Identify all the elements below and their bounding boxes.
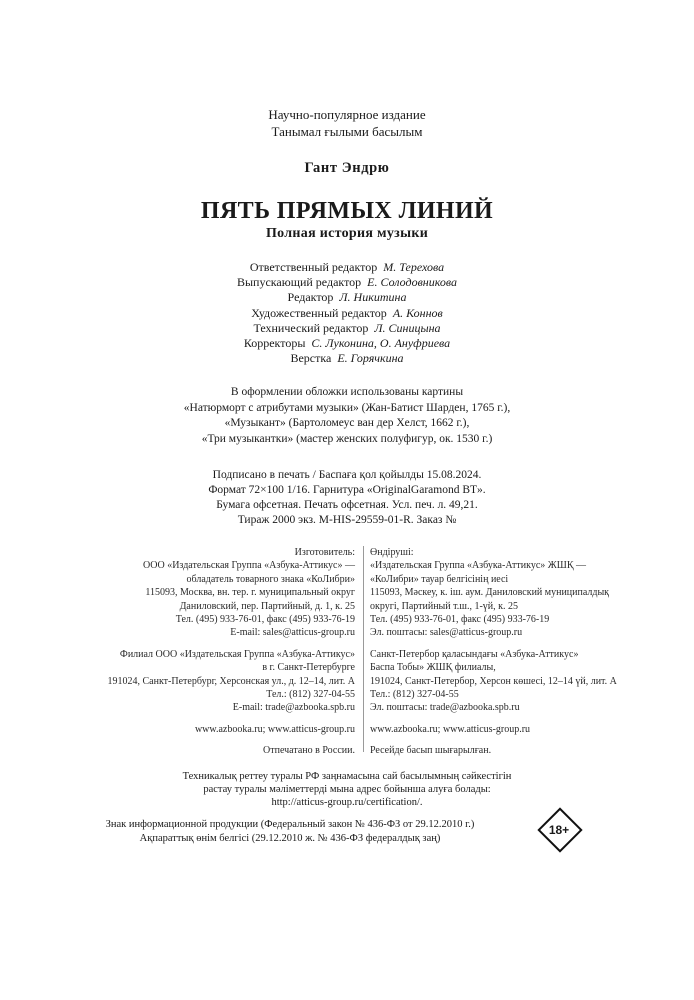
print-details — [0, 468, 694, 528]
publisher-kz-line: округі, Партийный т.ш., 1-үй, к. 25 — [370, 600, 518, 612]
publisher-ru-line: Тел.: (812) 327-04-55 — [266, 689, 355, 701]
staff-name: Л. Синицына — [374, 320, 441, 335]
staff-name: С. Луконина, О. Ануфриева — [311, 336, 451, 351]
publisher-ru-group — [0, 546, 355, 640]
publisher-ru-line: Даниловский, пер. Партийный, д. 1, к. 25 — [179, 600, 355, 612]
certification-line: растау туралы мәліметтерді мына адрес бойынша алуға болады: — [203, 784, 491, 796]
publisher-kz-line: www.azbooka.ru; www.atticus-group.ru — [370, 723, 531, 735]
publisher-kz-line: «Издательская Группа «Азбука-Аттикус» ЖШҚ — — [370, 560, 587, 572]
publisher-kz-line: Өндіруші: — [370, 547, 414, 558]
publisher-kz-line: Тел.: (812) 327-04-55 — [370, 689, 459, 701]
staff-role: Ответственный редактор — [249, 260, 378, 274]
print-detail-line: Бумага офсетная. Печать офсетная. Усл. печ. л. 49,21. — [216, 499, 478, 511]
publisher-kz-line: 115093, Мәскеу, к. іш. аум. Даниловский муниципалдық — [370, 587, 610, 599]
publisher-ru-line: E-mail: sales@atticus-group.ru — [230, 627, 355, 639]
column-divider — [363, 546, 364, 752]
staff-row — [0, 336, 694, 351]
print-detail-line: Подписано в печать / Баспаға қол қойылды 15.08.2024. — [212, 469, 482, 481]
staff-role: Художественный редактор — [251, 305, 387, 320]
publisher-kz-line: Эл. поштасы: trade@azbooka.spb.ru — [370, 702, 520, 714]
cover-credit-line: «Три музыкантки» (мастер женских полуфигур, ок. 1530 г.) — [201, 432, 493, 445]
cover-credit-line: «Натюрморт с атрибутами музыки» (Жан-Батист Шарден, 1765 г.), — [183, 401, 511, 414]
age-rating-text — [60, 818, 520, 845]
staff-row — [0, 306, 694, 321]
publisher-ru-line: Изготовитель: — [294, 547, 355, 558]
edition-type-kz: Танымал ғылыми басылым — [271, 124, 423, 139]
publisher-kz-group — [370, 744, 690, 757]
publisher-kz-group — [370, 648, 690, 715]
editorial-staff — [0, 260, 694, 366]
publisher-kz-line: Баспа Тобы» ЖШҚ филиалы, — [370, 662, 496, 674]
publisher-info-kz — [370, 546, 690, 766]
publisher-ru-line: Отпечатано в России. — [263, 745, 355, 757]
publisher-kz-line: Тел. (495) 933-76-01, факс (495) 933-76-19 — [370, 614, 550, 626]
publisher-ru-line: Филиал ООО «Издательская Группа «Азбука-Аттикус» — [119, 648, 355, 660]
staff-role: Верстка — [290, 351, 332, 366]
cover-credit-line: «Музыкант» (Бартоломеус ван дер Хелст, 1662 г.), — [224, 417, 470, 429]
staff-role: Редактор — [287, 290, 334, 305]
publisher-ru-line: 191024, Санкт-Петербург, Херсонская ул., д. 12–14, лит. А — [107, 675, 355, 687]
publisher-kz-line: «КоЛибри» тауар белгісінің иесі — [370, 573, 509, 585]
publisher-info-ru — [0, 546, 355, 766]
publisher-ru-group — [0, 744, 355, 757]
publisher-ru-line: в г. Санкт-Петербурге — [262, 662, 355, 674]
publisher-kz-group — [370, 723, 690, 736]
book-title: ПЯТЬ ПРЯМЫХ ЛИНИЙ — [200, 198, 494, 224]
publisher-kz-line: Санкт-Петербор қаласындағы «Азбука-Аттикус» — [370, 648, 579, 660]
author-name: Гант Эндрю — [304, 160, 390, 176]
publisher-kz-line: 191024, Санкт-Петербор, Херсон көшесі, 12–14 үй, лит. А — [370, 675, 617, 687]
certification-note — [0, 770, 694, 810]
cover-credits — [0, 385, 694, 447]
publisher-ru-group — [0, 723, 355, 736]
age-rating-line-ru: Знак информационной продукции (Федеральный закон № 436-ФЗ от 29.12.2010 г.) — [105, 819, 475, 830]
staff-row — [0, 275, 694, 290]
publisher-ru-line: www.azbooka.ru; www.atticus-group.ru — [194, 723, 355, 735]
edition-type — [0, 106, 694, 140]
staff-name: М. Терехова — [383, 260, 445, 274]
staff-role: Технический редактор — [253, 320, 369, 335]
publisher-kz-line: Эл. поштасы: sales@atticus-group.ru — [370, 627, 523, 639]
edition-type-ru: Научно-популярное издание — [268, 107, 426, 122]
publisher-ru-group — [0, 648, 355, 715]
age-badge-label: 18+ — [548, 823, 570, 837]
age-rating-line-kz: Ақпараттық өнім белгісі (29.12.2010 ж. № 436-ФЗ федералдық заң) — [139, 832, 441, 844]
publisher-kz-line: Ресейде басып шығарылған. — [370, 745, 492, 757]
print-detail-line: Формат 72×100 1/16. Гарнитура «OriginalGaramond BT». — [208, 484, 486, 496]
certification-line: Техникалық реттеу туралы РФ заңнамасына сай басылымның сәйкестігін — [182, 771, 512, 782]
staff-row — [0, 321, 694, 336]
staff-role: Выпускающий редактор — [236, 275, 362, 290]
staff-row — [0, 351, 694, 366]
staff-row — [0, 260, 694, 275]
staff-row — [0, 290, 694, 305]
staff-name: Е. Горячкина — [337, 351, 404, 366]
certification-line: http://atticus-group.ru/certification/. — [271, 797, 423, 809]
print-detail-line: Тираж 2000 экз. M-HIS-29559-01-R. Заказ № — [237, 514, 457, 526]
publisher-kz-group — [370, 546, 690, 640]
publisher-ru-line: 115093, Москва, вн. тер. г. муниципальный округ — [145, 587, 355, 599]
staff-name: Е. Солодовникова — [367, 275, 458, 290]
staff-name: А. Коннов — [392, 305, 443, 320]
staff-role: Корректоры — [243, 336, 306, 351]
publisher-ru-line: E-mail: trade@azbooka.spb.ru — [232, 702, 355, 714]
book-subtitle: Полная история музыки — [265, 226, 429, 241]
cover-credit-line: В оформлении обложки использованы картины — [230, 386, 464, 398]
publisher-ru-line: Тел. (495) 933-76-01, факс (495) 933-76-19 — [175, 614, 355, 626]
publisher-ru-line: ООО «Издательская Группа «Азбука-Аттикус» — — [143, 560, 355, 572]
staff-name: Л. Никитина — [339, 290, 407, 305]
publisher-ru-line: обладатель товарного знака «КоЛибри» — [186, 573, 355, 585]
